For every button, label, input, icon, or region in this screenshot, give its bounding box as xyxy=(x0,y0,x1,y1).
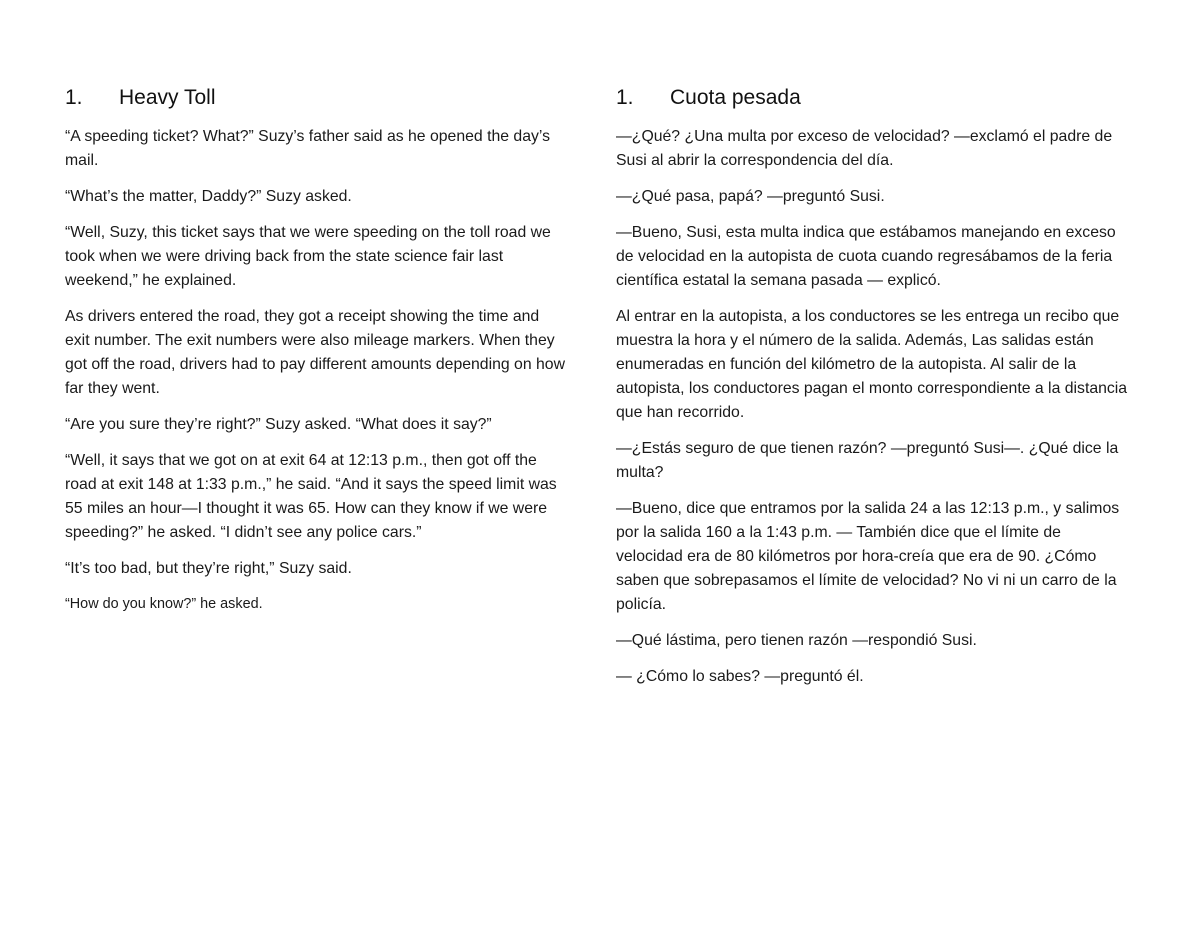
spanish-section-title: Cuota pesada xyxy=(670,86,801,109)
spanish-paragraph-6: —Bueno, dice que entramos por la salida 24 a las 12:13 p.m., y salimos por la salida 160 a la 1:43 p.m. — También dice que el límite de velocidad era de 80 kilómetros por hora-creía que era de 90. ¿Cómo saben que sobrepasamos el límite de velocidad? No vi ni un carro de la policía. xyxy=(616,500,1120,613)
spanish-heading xyxy=(616,84,1128,112)
english-paragraph-1: “A speeding ticket? What?” Suzy’s father said as he opened the day’s mail. xyxy=(65,128,551,169)
spanish-paragraph-5: —¿Estás seguro de que tienen razón? —preguntó Susi—. ¿Qué dice la multa? xyxy=(616,440,1119,481)
english-section-title: Heavy Toll xyxy=(119,86,216,109)
spanish-section-number: 1. xyxy=(616,86,634,109)
spanish-paragraph-3: —Bueno, Susi, esta multa indica que estábamos manejando en exceso de velocidad en la autopista de cuota cuando regresábamos de la feria científica estatal la semana pasada — explicó. xyxy=(616,224,1116,289)
spanish-column xyxy=(616,84,1128,701)
spanish-paragraph-4: Al entrar en la autopista, a los conductores se les entrega un recibo que muestra la hora y el número de la salida. Además, Las salidas están enumeradas en función del kilómetro de la autopista. Al salir de la autopista, los conductores pagan el monto correspondiente a la distancia que han recorrido. xyxy=(616,308,1128,421)
english-paragraph-8: “How do you know?” he asked. xyxy=(65,596,263,612)
english-paragraph-7: “It’s too bad, but they’re right,” Suzy said. xyxy=(65,560,352,577)
english-paragraph-6: “Well, it says that we got on at exit 64 at 12:13 p.m., then got off the road at exit 148 at 1:33 p.m.,” he said. “And it says the speed limit was 55 miles an hour—I thought it was 65. How can they know if we were speeding?” he asked. “I didn’t see any police cars.” xyxy=(65,452,557,541)
english-section-number: 1. xyxy=(65,86,83,109)
spanish-paragraph-1: —¿Qué? ¿Una multa por exceso de velocidad? —exclamó el padre de Susi al abrir la correspondencia del día. xyxy=(616,128,1113,169)
english-paragraph-2: “What’s the matter, Daddy?” Suzy asked. xyxy=(65,188,352,205)
english-paragraph-4: As drivers entered the road, they got a receipt showing the time and exit number. The exit numbers were also mileage markers. When they got off the road, drivers had to pay different amounts depending on how far they went. xyxy=(65,308,565,397)
spanish-paragraph-7: —Qué lástima, pero tienen razón —respondió Susi. xyxy=(616,632,977,649)
english-paragraph-5: “Are you sure they’re right?” Suzy asked. “What does it say?” xyxy=(65,416,492,433)
spanish-paragraph-8: — ¿Cómo lo sabes? —preguntó él. xyxy=(616,668,864,685)
english-column xyxy=(65,84,565,627)
english-heading xyxy=(65,84,565,112)
spanish-paragraph-2: —¿Qué pasa, papá? —preguntó Susi. xyxy=(616,188,885,205)
english-paragraph-3: “Well, Suzy, this ticket says that we were speeding on the toll road we took when we were driving back from the state science fair last weekend,” he explained. xyxy=(65,224,551,289)
